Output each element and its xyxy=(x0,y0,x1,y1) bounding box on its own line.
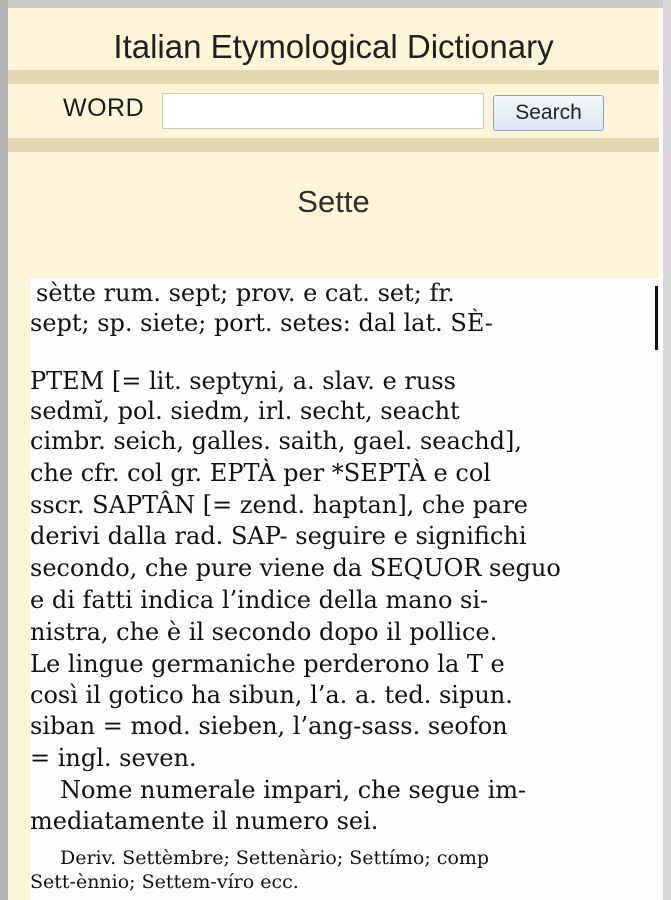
entry-line: Le lingue germaniche perderono la T e xyxy=(30,650,505,678)
window-frame-left xyxy=(0,0,8,900)
entry-line: così il gotico ha sibun, l’a. a. ted. sipun. xyxy=(30,681,513,709)
entry-line: sept; sp. siete; port. setes: dal lat. SÈ- xyxy=(30,309,493,337)
entry-line: siban = mod. sieben, l’ang-sass. seofon xyxy=(30,712,508,740)
window-frame-right xyxy=(663,0,671,900)
entry-line: cimbr. seich, galles. saith, gael. seachd], xyxy=(30,427,523,455)
entry-line: e di fatti indica l’indice della mano si- xyxy=(30,586,489,614)
search-bar xyxy=(8,88,659,136)
word-label: WORD xyxy=(63,94,145,122)
entry-line: Sett-ènnio; Settem-víro ecc. xyxy=(30,871,299,893)
word-input[interactable] xyxy=(162,93,484,129)
entry-line: che cfr. col gr. EPTÀ per *SEPTÀ e col xyxy=(30,459,491,487)
site-title: Italian Etymological Dictionary xyxy=(113,28,554,65)
entry-line: nistra, che è il secondo dopo il pollice. xyxy=(30,618,498,646)
entry-line: secondo, che pure viene da SEQUOR seguo xyxy=(30,554,561,582)
scan-margin-mark xyxy=(655,286,658,350)
entry-line: Deriv. Settèmbre; Settenàrio; Settímo; comp xyxy=(60,847,490,869)
entry-line: sscr. SAPTÂN [= zend. haptan], che pare xyxy=(30,491,529,519)
etymology-scan xyxy=(30,278,659,900)
entry-line: sedmĭ, pol. siedm, irl. secht, seacht xyxy=(30,397,460,425)
entry-line: PTEM [= lit. septyni, a. slav. e russ xyxy=(30,367,456,395)
entry-line: = ingl. seven. xyxy=(30,744,197,772)
entry-headword: Sette xyxy=(297,184,370,219)
search-button[interactable]: Search xyxy=(493,95,604,131)
header-divider-bottom xyxy=(8,138,659,152)
entry-line: Nome numerale impari, che segue im- xyxy=(60,776,527,804)
dictionary-page xyxy=(8,8,659,900)
window-frame-top xyxy=(0,0,671,8)
entry-line: derivi dalla rad. SAP- seguire e significhi xyxy=(30,522,527,550)
entry-line: sètte rum. sept; prov. e cat. set; fr. xyxy=(36,279,455,307)
entry-line: mediatamente il numero sei. xyxy=(30,807,379,835)
header-divider-top xyxy=(8,70,659,84)
